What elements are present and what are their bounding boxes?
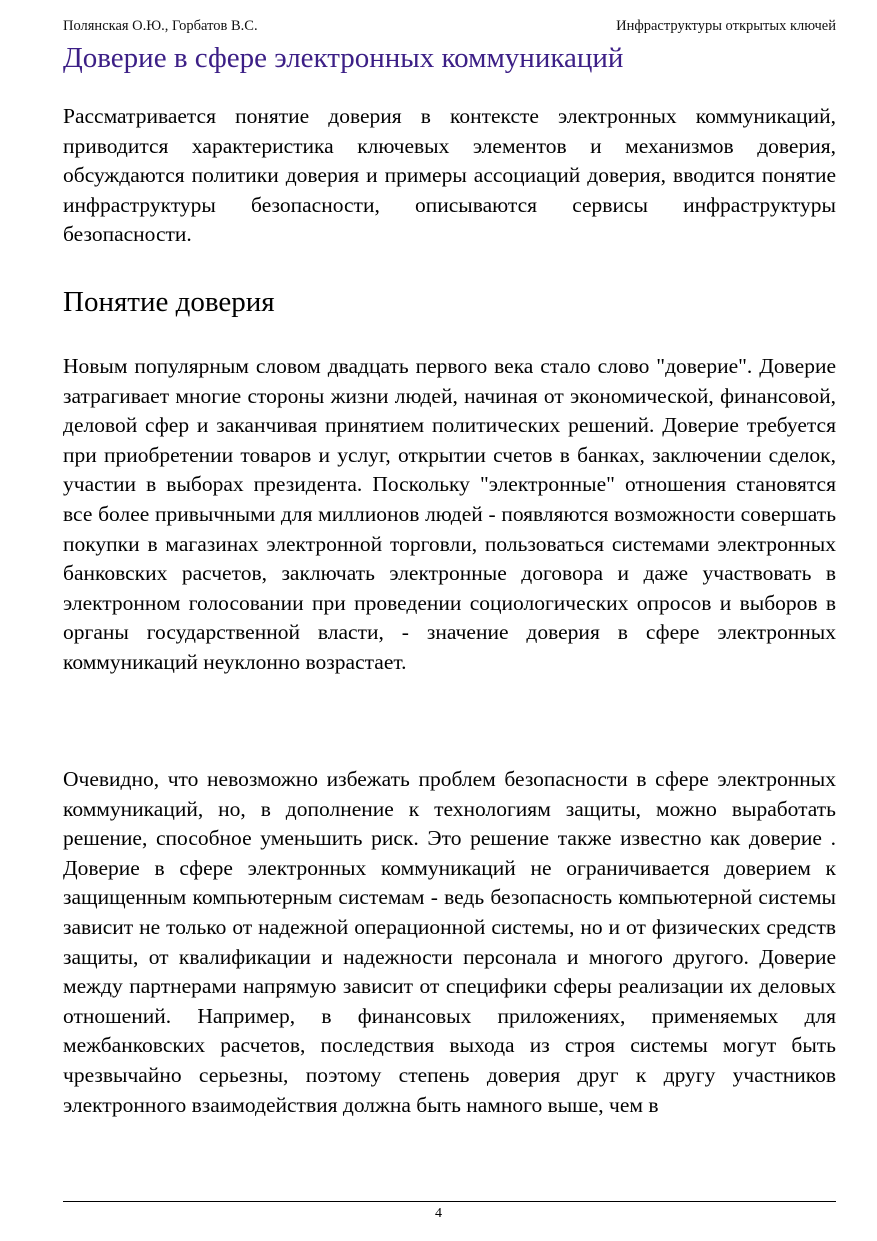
header-authors: Полянская О.Ю., Горбатов В.С. [63, 18, 258, 34]
lecture-title: Доверие в сфере электронных коммуникаций [63, 42, 624, 74]
running-header [63, 16, 836, 36]
body-paragraph-1: Новым популярным словом двадцать первого века стало слово "доверие". Доверие затрагивает многие стороны жизни людей, начиная от экономической, финансовой, деловой сфер и заканчивая принятием политических решений. Доверие требуется при приобретении товаров и услуг, открытии счетов в банках, заключении сделок, участии в выборах президента. Поскольку "электронные" отношения становятся все более привычными для миллионов людей - появляются возможности совершать покупки в магазинах электронной торговли, пользоваться системами электронных банковских расчетов, заключать электронные договора и даже участвовать в электронном голосовании при проведении социологических опросов и выборов в органы государственной власти, - значение доверия в сфере электронных коммуникаций неуклонно возрастает. [63, 354, 836, 674]
page-number: 4 [435, 1206, 442, 1221]
footer-divider [63, 1201, 836, 1202]
section-heading: Понятие доверия [63, 286, 275, 318]
abstract-paragraph: Рассматривается понятие доверия в контексте электронных коммуникаций, приводится характеристика ключевых элементов и механизмов доверия, обсуждаются политики доверия и примеры ассоциаций доверия, вводится понятие инфраструктуры безопасности, описываются сервисы инфраструктуры безопасности. [63, 104, 836, 247]
header-course-title: Инфраструктуры открытых ключей [616, 18, 836, 34]
body-paragraph-2: Очевидно, что невозможно избежать проблем безопасности в сфере электронных коммуникаций, но, в дополнение к технологиям защиты, можно выработать решение, способное уменьшить риск. Это решение также известно как доверие . Доверие в сфере электронных коммуникаций не ограничивается доверием к защищенным компьютерным системам - ведь безопасность компьютерной системы зависит не только от надежной операционной системы, но и от физических средств защиты, от квалификации и надежности персонала и многого другого. Доверие между партнерами напрямую зависит от специфики сферы реализации их деловых отношений. Например, в финансовых приложениях, применяемых для межбанковских расчетов, последствия выхода из строя системы могут быть чрезвычайно серьезны, поэтому степень доверия друг к другу участников электронного взаимодействия должна быть намного выше, чем в [63, 767, 836, 1117]
